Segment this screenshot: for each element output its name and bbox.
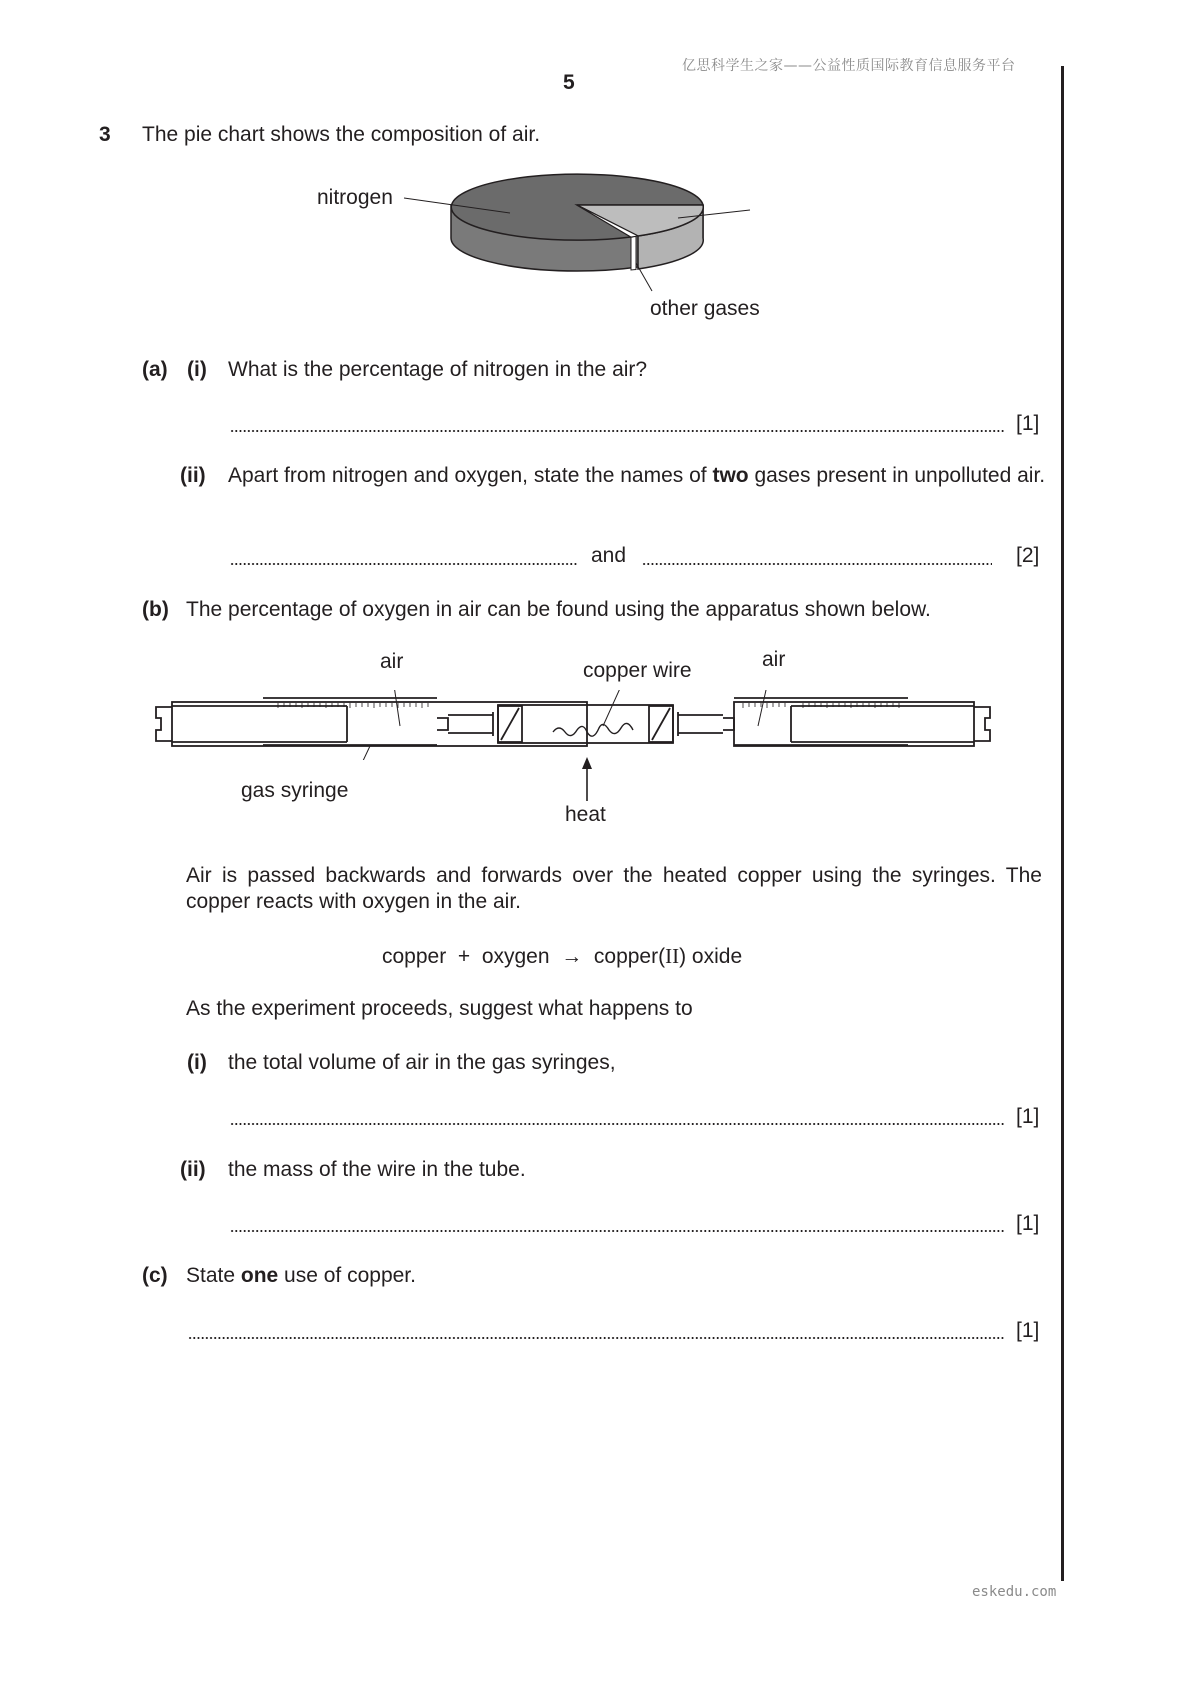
part-b-text: The percentage of oxygen in air can be found using the apparatus shown below. xyxy=(186,598,931,621)
right-connector xyxy=(678,712,734,736)
pie-side-gap xyxy=(631,237,636,271)
apparatus-diagram xyxy=(148,690,998,760)
copper-wire xyxy=(553,723,633,736)
part-b-i-text: the total volume of air in the gas syringes, xyxy=(228,1051,616,1074)
answer-line-a-ii-second[interactable] xyxy=(642,563,992,565)
part-b-suggest: As the experiment proceeds, suggest what happens to xyxy=(186,997,693,1020)
part-b-i-label: (i) xyxy=(187,1051,207,1074)
air-left-leader xyxy=(392,690,400,726)
part-b-ii-text: the mass of the wire in the tube. xyxy=(228,1158,526,1181)
part-a-ii-label: (ii) xyxy=(180,464,206,487)
answer-line-b-ii[interactable] xyxy=(230,1230,1005,1232)
page-number: 5 xyxy=(563,71,575,94)
part-a-i-label: (i) xyxy=(187,358,207,381)
right-syringe-barrel xyxy=(734,702,974,746)
left-syringe-barrel xyxy=(172,702,587,746)
header-watermark: 亿思科学生之家——公益性质国际教育信息服务平台 xyxy=(682,58,1016,74)
left-connector xyxy=(437,712,493,736)
heated-tube xyxy=(498,705,673,743)
diagram-label-air-left: air xyxy=(380,650,404,673)
right-syringe-handle xyxy=(974,707,990,741)
part-a-i-text: What is the percentage of nitrogen in the air? xyxy=(228,358,648,381)
pie-label-nitrogen: nitrogen xyxy=(317,186,393,209)
marks-c: [1] xyxy=(1016,1319,1040,1342)
heat-arrow xyxy=(581,757,593,801)
marks-b-i: [1] xyxy=(1016,1105,1040,1128)
marks-a-ii: [2] xyxy=(1016,544,1040,567)
pie-label-other-gases: other gases xyxy=(650,297,760,320)
footer-site: eskedu.com xyxy=(972,1584,1057,1600)
answer-line-a-ii-first[interactable] xyxy=(230,563,578,565)
right-margin-rule xyxy=(1061,66,1064,1581)
gas-syringe-leader xyxy=(353,746,370,760)
diagram-label-gas-syringe: gas syringe xyxy=(241,779,349,802)
marks-b-ii: [1] xyxy=(1016,1212,1040,1235)
question-number: 3 xyxy=(99,123,111,146)
answer-line-a-i[interactable] xyxy=(230,430,1005,432)
diagram-label-air-right: air xyxy=(762,648,786,671)
diagram-label-copper-wire: copper wire xyxy=(583,659,692,682)
marks-a-i: [1] xyxy=(1016,412,1040,435)
air-right-leader xyxy=(758,690,770,726)
question-intro: The pie chart shows the composition of air. xyxy=(142,123,541,146)
left-syringe-handle xyxy=(156,707,172,741)
part-b-ii-label: (ii) xyxy=(180,1158,206,1181)
part-a-label: (a) xyxy=(142,358,168,381)
answer-and: and xyxy=(591,544,627,567)
part-c-label: (c) xyxy=(142,1264,168,1287)
part-b-label: (b) xyxy=(142,598,169,621)
part-b-paragraph: Air is passed backwards and forwards over the heated copper using the syringes. The copper reacts with oxygen in the air. xyxy=(186,864,1042,913)
answer-line-c[interactable] xyxy=(188,1337,1005,1339)
part-a-ii-text: Apart from nitrogen and oxygen, state the names of two gases present in unpolluted air. xyxy=(228,464,1046,487)
answer-line-b-i[interactable] xyxy=(230,1123,1005,1125)
copper-wire-leader xyxy=(603,690,622,726)
part-c-text: State one use of copper. xyxy=(186,1264,416,1287)
diagram-label-heat: heat xyxy=(565,803,606,826)
word-equation: copper + oxygen → copper(II) oxide xyxy=(382,944,743,968)
